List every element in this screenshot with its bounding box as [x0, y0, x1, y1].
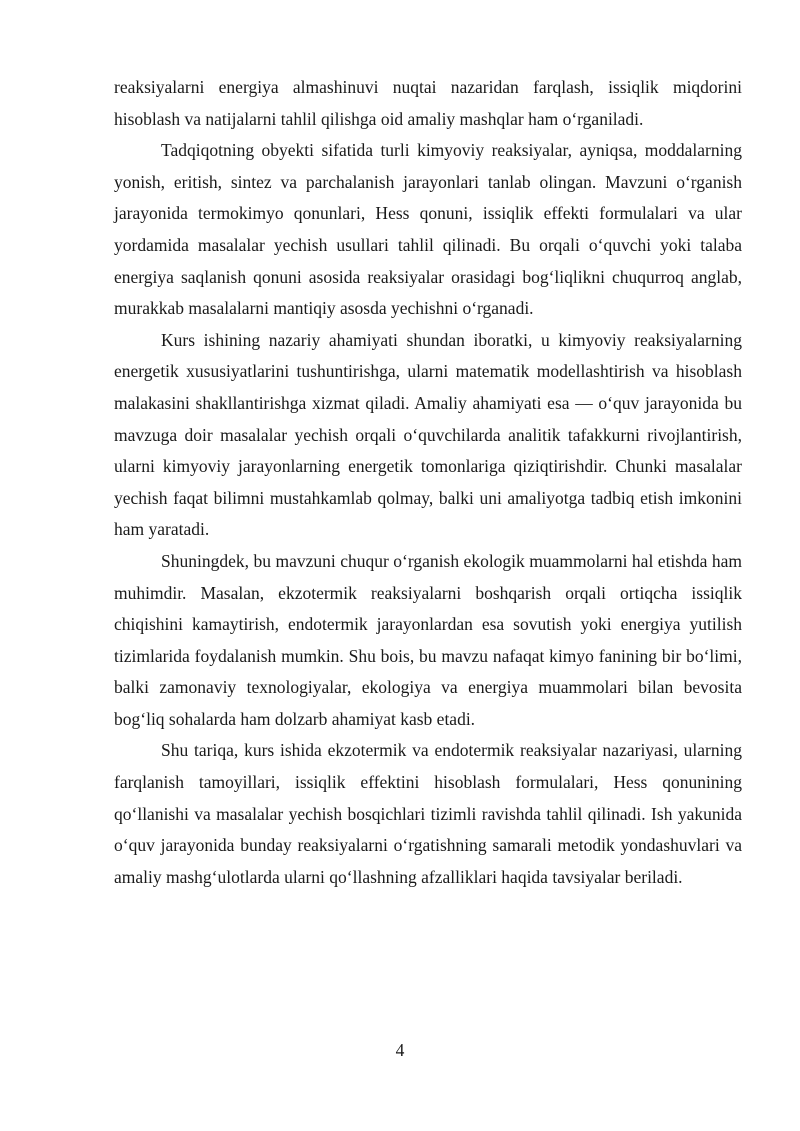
page-number: 4: [395, 1040, 405, 1060]
body-text: [114, 72, 742, 893]
paragraph-summary: Shu tariqa, kurs ishida ekzotermik va endotermik reaksiyalar nazariyasi, ularning farqlanish tamoyillari, issiqlik effektini hisoblash formulalari, Hess qonunining qoʻllanishi va masalalar yechish bosqichlari tizimli ravishda tahlil qilinadi. Ish yakunida oʻquv jarayonida bunday reaksiyalarni oʻrgatishning samarali metodik yondashuvlari va amaliy mashgʻulotlarda ularni qoʻllashning afzalliklari haqida tavsiyalar beriladi.: [114, 740, 742, 887]
paragraph-research-object: Tadqiqotning obyekti sifatida turli kimyoviy reaksiyalar, ayniqsa, moddalarning yonish, eritish, sintez va parchalanish jarayonlari tanlab olingan. Mavzuni oʻrganish jarayonida termokimyo qonunlari, Hess qonuni, issiqlik effekti formulalari va ular yordamida masalalar yechish usullari tahlil qilinadi. Bu orqali oʻquvchi yoki talaba energiya saqlanish qonuni asosida reaksiyalar orasidagi bogʻliqlikni chuqurroq anglab, murakkab masalalarni mantiqiy asosda yechishni oʻrganadi.: [114, 140, 742, 319]
paragraph-significance: Kurs ishining nazariy ahamiyati shundan iboratki, u kimyoviy reaksiyalarning energetik xususiyatlarini tushuntirishga, ularni matematik modellashtirish va hisoblash malakasini shakllantirishga xizmat qiladi. Amaliy ahamiyati esa — oʻquv jarayonida bu mavzuga doir masalalar yechish orqali oʻquvchilarda analitik tafakkurni rivojlantirish, ularni kimyoviy jarayonlarning energetik tomonlariga qiziqtirishdir. Chunki masalalar yechish faqat bilimni mustahkamlab qolmay, balki uni amaliyotga tadbiq etish imkonini ham yaratadi.: [114, 329, 742, 540]
paragraph-continuation: reaksiyalarni energiya almashinuvi nuqtai nazaridan farqlash, issiqlik miqdorini hisoblash va natijalarni tahlil qilishga oid amaliy mashqlar ham oʻrganiladi.: [114, 77, 742, 129]
paragraph-ecology: Shuningdek, bu mavzuni chuqur oʻrganish ekologik muammolarni hal etishda ham muhimdir. Masalan, ekzotermik reaksiyalarni boshqarish orqali ortiqcha issiqlik chiqishini kamaytirish, endotermik jarayonlardan esa sovutish yoki energiya yutilish tizimlarida foydalanish mumkin. Shu bois, bu mavzu nafaqat kimyo fanining bir boʻlimi, balki zamonaviy texnologiyalar, ekologiya va energiya muammolari bilan bevosita bogʻliq sohalarda ham dolzarb ahamiyat kasb etadi.: [114, 550, 742, 729]
